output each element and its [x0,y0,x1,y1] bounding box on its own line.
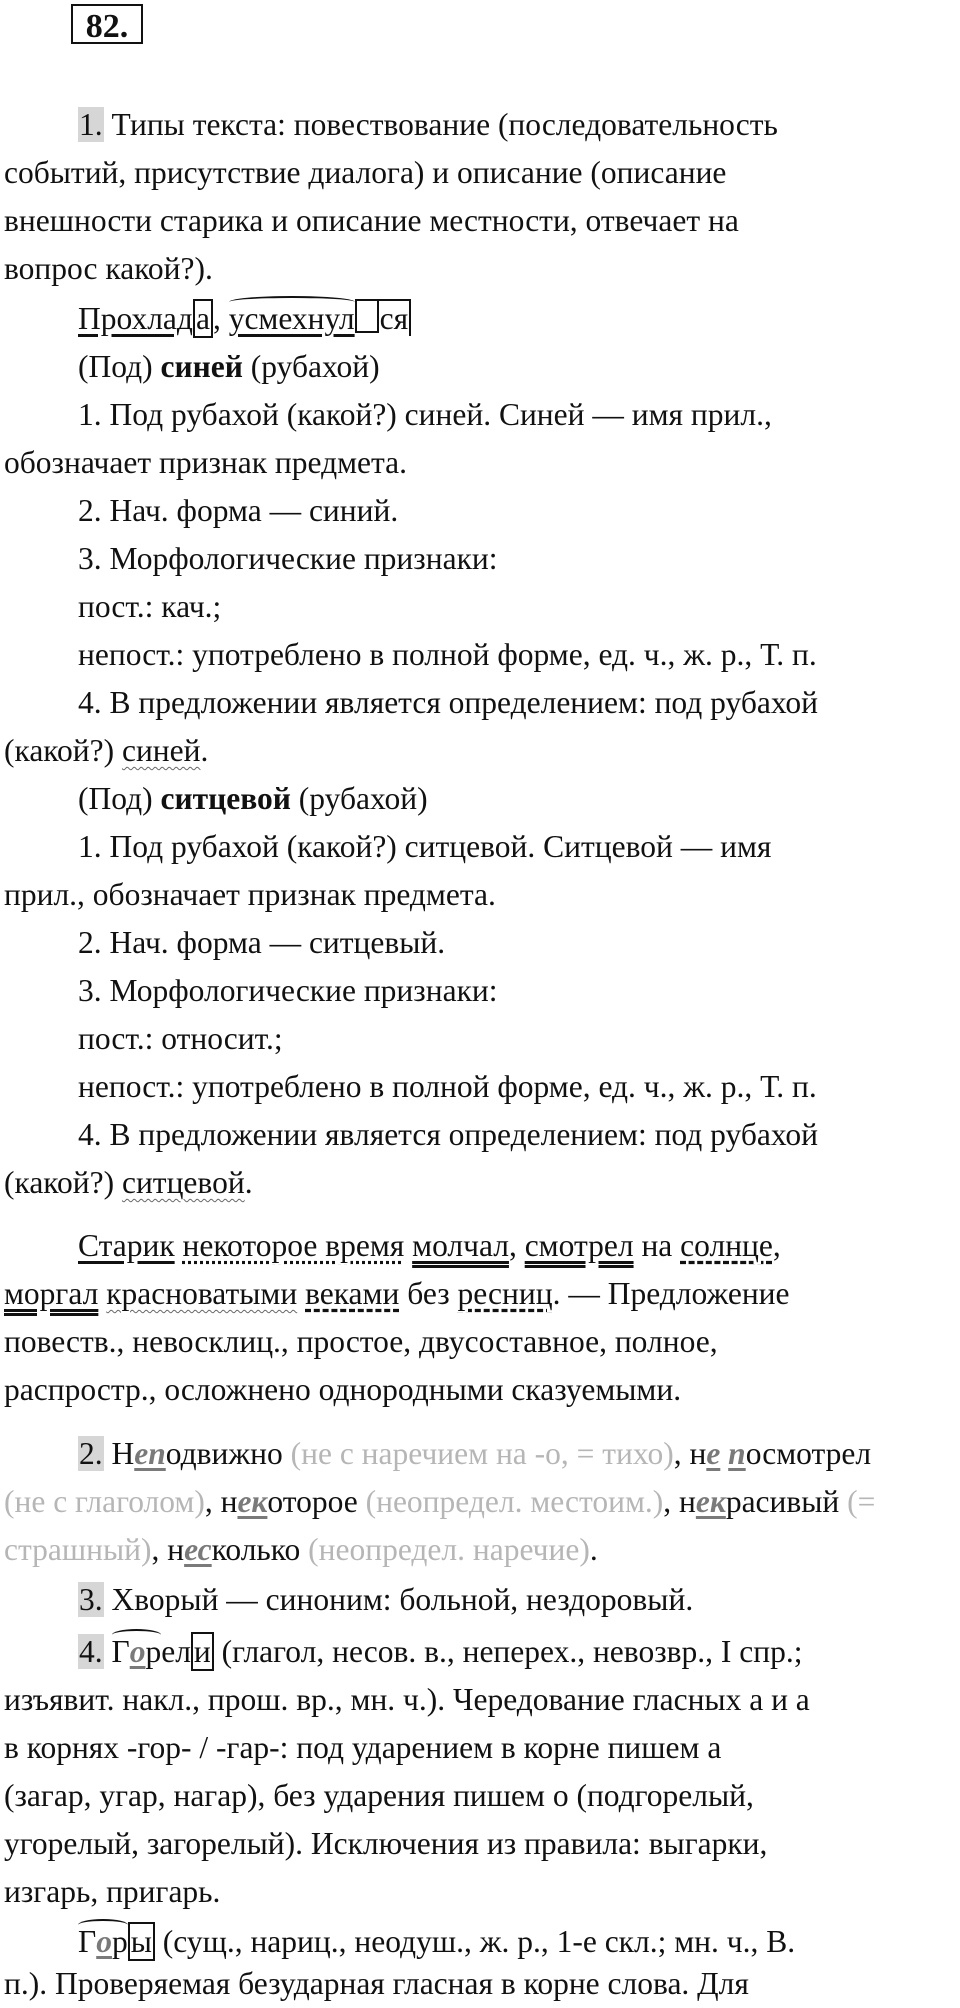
adj2-line5: пост.: относит.; [78,1021,283,1056]
sentence-line1: Старик некоторое время молчал, смотрел на солнце, [78,1228,781,1263]
adj1-line4: 3. Морфологические признаки: [78,541,498,576]
p3-line1: 3. Хворый — синоним: больной, нездоровый. [79,1582,694,1617]
adj2-line6: непост.: употреблено в полной форме, ед. ч., ж. р., Т. п. [78,1069,817,1104]
word-parse-line: Прохлада, усмехнул ся [78,295,954,343]
p4-line4: (загар, угар, нагар), без ударения пишем о (подгорелый, [4,1778,754,1813]
adj1-heading: (Под) синей (рубахой) [78,349,380,384]
p1-line1: 1. Типы текста: повествование (последовательность [79,107,778,142]
adj1-line8: (какой?) синей. [4,733,209,768]
exercise-number: 82. [71,4,143,44]
adj2-line1: 1. Под рубахой (какой?) ситцевой. Ситцевой — имя [78,829,772,864]
adj2-heading: (Под) ситцевой (рубахой) [78,781,428,816]
adj1-line2: обозначает признак предмета. [4,445,408,480]
p2-line1: 2. Неподвижно (не с наречием на -о, = тихо), не посмотрел [79,1436,872,1471]
word-usmehnul-zero-ending [355,299,379,333]
word-usmehnul-postfix: ся [379,299,411,336]
adj2-line7: 4. В предложении является определением: под рубахой [78,1117,819,1152]
adj1-line3: 2. Нач. форма — синий. [78,493,399,528]
word-prohlada-root: Прохлад [78,301,193,336]
adj1-line7: 4. В предложении является определением: под рубахой [78,685,819,720]
adj2-line4: 3. Морфологические признаки: [78,973,498,1008]
p1-line4: вопрос какой?). [4,251,213,286]
adj2-line8: (какой?) ситцевой. [4,1165,253,1200]
adj1-line6: непост.: употреблено в полной форме, ед. ч., ж. р., Т. п. [78,637,817,672]
p1-marker: 1. [79,107,103,142]
adj1-line1: 1. Под рубахой (какой?) синей. Синей — имя прил., [78,397,772,432]
p5-line2: п.). Проверяемая безударная гласная в корне слова. Для [4,1966,749,2001]
p4-line2: изъявит. накл., прош. вр., мн. ч.). Чередование гласных а и а [4,1682,810,1717]
word-goreli-root: Гор [111,1634,162,1669]
p2-line3: страшный), несколько (неопредел. наречие). [4,1532,598,1567]
p4-line5: угорелый, загорелый). Исключения из правила: выгарки, [4,1826,768,1861]
word-usmehnul-root: усмехнул [228,301,355,336]
sentence-line4: распростр., осложнено однородными сказуемыми. [4,1372,682,1407]
p1-line3: внешности старика и описание местности, отвечает на [4,203,739,238]
sentence-line2: моргал красноватыми веками без ресниц. — Предложение [4,1276,790,1311]
word-gory-root: Гор [78,1924,128,1959]
p2-line2: (не с глаголом), некоторое (неопредел. местоим.), некрасивый (= [4,1484,876,1519]
p1-line2: событий, присутствие диалога) и описание (описание [4,155,727,190]
p5-line1: Горы (сущ., нариц., неодуш., ж. р., 1-е скл.; мн. ч., В. [78,1924,796,1959]
p4-line1: 4. Горели (глагол, несов. в., неперех., невозвр., I спр.; [79,1634,803,1669]
adj2-line3: 2. Нач. форма — ситцевый. [78,925,446,960]
p4-line6: изгарь, пригарь. [4,1874,221,1909]
adj1-line5: пост.: кач.; [78,589,222,624]
sentence-line3: повеств., невосклиц., простое, двусоставное, полное, [4,1324,718,1359]
adj2-line2: прил., обозначает признак предмета. [4,877,496,912]
p4-line3: в корнях -гор- / -гар-: под ударением в корне пишем а [4,1730,722,1765]
word-prohlada-ending: а [193,299,213,338]
